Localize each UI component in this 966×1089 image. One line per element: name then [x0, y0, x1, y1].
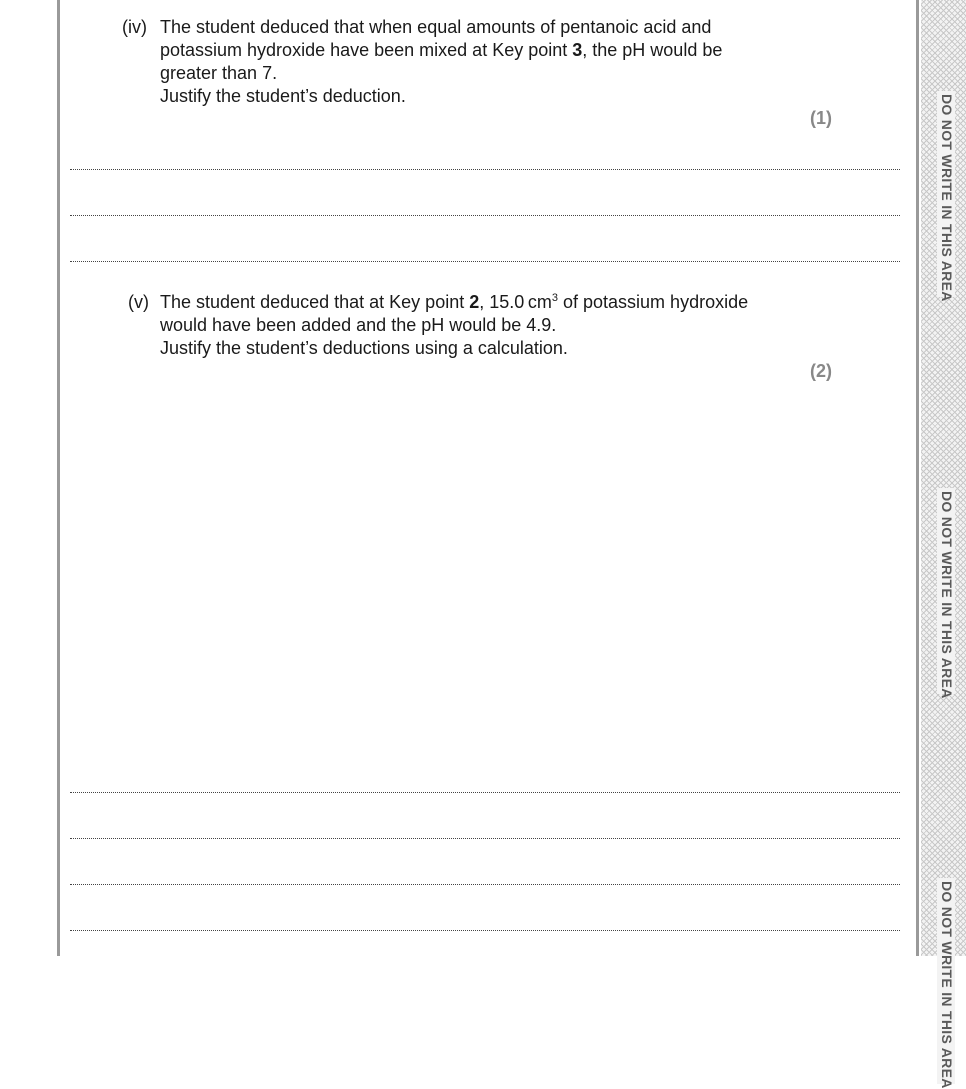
right-margin-rule	[916, 0, 919, 956]
question-iv-marks: (1)	[810, 108, 832, 128]
question-iv-number: (iv)	[122, 17, 147, 37]
question-v-line3: Justify the student’s deductions using a calculation.	[160, 338, 568, 358]
question-iv-line1: The student deduced that when equal amounts of pentanoic acid and	[160, 17, 712, 37]
answer-line[interactable]	[70, 792, 900, 793]
question-v-number: (v)	[128, 292, 149, 312]
answer-line[interactable]	[70, 930, 900, 931]
answer-line[interactable]	[70, 215, 900, 216]
question-v-marks: (2)	[810, 361, 832, 381]
answer-line[interactable]	[70, 838, 900, 839]
question-iv-line2: potassium hydroxide have been mixed at Key point 3, the pH would be	[160, 40, 723, 60]
question-iv-text	[160, 16, 800, 108]
margin-warning-1: DO NOT WRITE IN THIS AREA	[937, 91, 955, 297]
left-page-border	[57, 0, 60, 956]
answer-line[interactable]	[70, 261, 900, 262]
question-iv-line4: Justify the student’s deduction.	[160, 86, 406, 106]
margin-warning-3: DO NOT WRITE IN THIS AREA	[937, 878, 955, 1084]
answer-line[interactable]	[70, 884, 900, 885]
question-iv-line3: greater than 7.	[160, 63, 278, 83]
answer-line[interactable]	[70, 169, 900, 170]
margin-warning-2: DO NOT WRITE IN THIS AREA	[937, 488, 955, 694]
question-v-line2: would have been added and the pH would be 4.9.	[160, 315, 557, 335]
question-v-line1: The student deduced that at Key point 2, 15.0 $cm^3$ of potassium hydroxide	[160, 292, 749, 312]
question-v-text	[160, 291, 800, 360]
